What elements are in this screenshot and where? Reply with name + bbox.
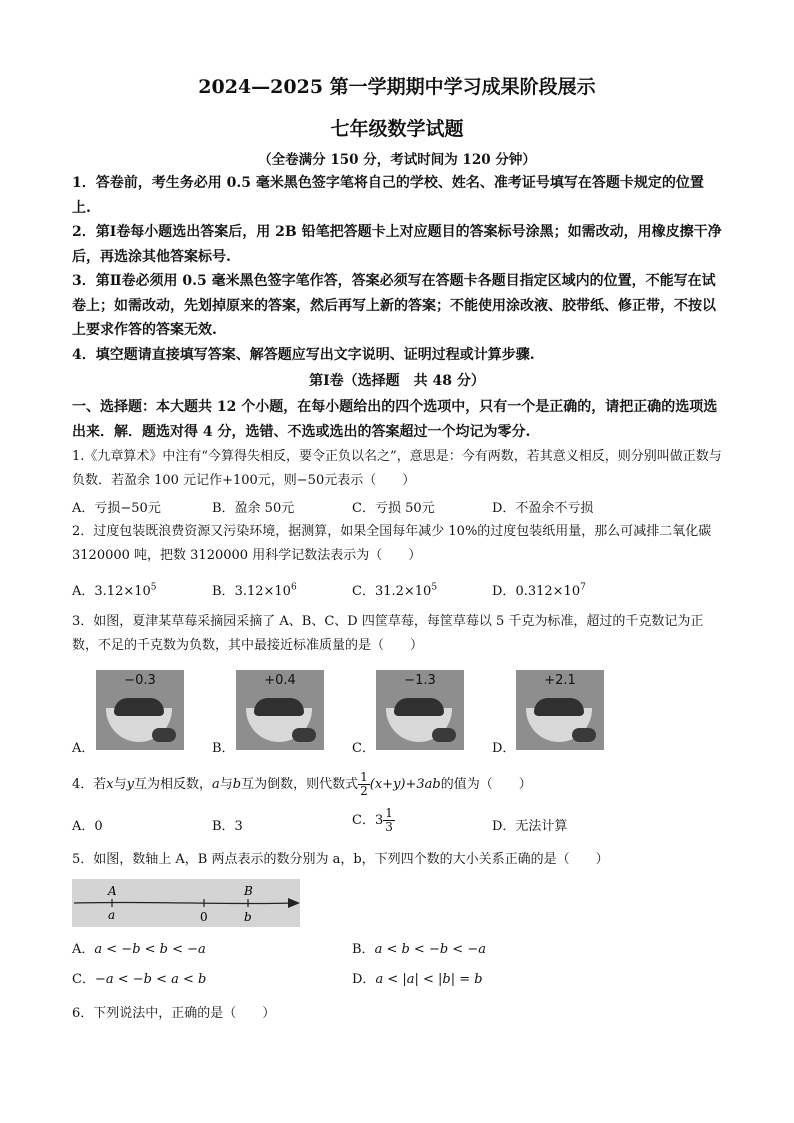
origin-label: 0	[200, 910, 208, 924]
option-d[interactable]: D．$0.312\times 10^7$	[492, 582, 586, 599]
option-d[interactable]: D．无法计算	[492, 819, 568, 834]
point-B-label: B	[244, 884, 253, 898]
option-d[interactable]: D．不盈余不亏损	[492, 501, 594, 516]
question-5-options-row2	[72, 968, 722, 990]
exam-title: 2024—2025 第一学期期中学习成果阶段展示	[198, 76, 596, 98]
option-a[interactable]: A．	[72, 741, 95, 756]
option-c[interactable]: C．$31.2\times 10^5$	[352, 582, 438, 599]
point-a-value: a	[108, 908, 116, 922]
question-1-options	[72, 497, 722, 519]
question-5: 5．如图，数轴上 A，B 两点表示的数分别为 a，b，下列四个数的大小关系正确的是（ ）	[72, 852, 609, 867]
weight-label: +0.4	[264, 673, 296, 688]
point-A-label: A	[108, 884, 117, 898]
instruction-2: 2．第Ⅰ卷每小题选出答案后，用 2B 铅笔把答题卡上对应题目的答案标号涂黑；如需改动，用橡皮擦干净后，再选涂其他答案标号.	[72, 224, 722, 265]
instruction-1: 1．答卷前，考生务必用 0.5 毫米黑色签字笔将自己的学校、姓名、准考证号填写在答题卡规定的位置上.	[72, 175, 704, 216]
option-b[interactable]: B．a < b < −b < −a	[352, 942, 486, 957]
question-4: 4．若x与y互为相反数，a与b互为倒数，则代数式 $\frac{1}{2}$ (x+y)+3ab的值为（ ）	[72, 770, 532, 798]
option-a[interactable]: A．a < −b < b < −a	[72, 942, 206, 957]
fraction: $\frac{1}{2}$	[360, 770, 368, 798]
option-b[interactable]: B．3	[212, 819, 243, 834]
option-d[interactable]: D．	[492, 741, 516, 756]
option-b[interactable]: B．	[212, 741, 235, 756]
number-line	[72, 879, 300, 927]
instruction-3: 3．第Ⅱ卷必须用 0.5 毫米黑色签字笔作答，答案必须写在答题卡各题目指定区域内的位置，不能写在试卷上；如需改动，先划掉原来的答案，然后再写上新的答案；不能使用涂改液、胶带纸、修正带，不按以上要求作答的答案无效.	[72, 273, 716, 338]
option-c[interactable]: C．−a < −b < a < b	[72, 972, 207, 987]
strawberry-basket-photo[interactable]	[236, 670, 324, 750]
number-line-figure	[72, 879, 300, 927]
option-c[interactable]: C．3 $\frac{1}{3}$	[352, 806, 393, 834]
option-a[interactable]: A．$3.12\times 10^5$	[72, 582, 157, 599]
question-6: 6．下列说法中，正确的是（ ）	[72, 1006, 276, 1021]
question-4-options	[72, 806, 722, 837]
option-b[interactable]: B．$3.12\times 10^6$	[212, 582, 297, 599]
option-d[interactable]: D．a < |a| < |b| = b	[352, 972, 483, 987]
weight-label: −1.3	[404, 673, 436, 688]
strawberry-basket-photo[interactable]	[96, 670, 184, 750]
option-c[interactable]: C．	[352, 741, 375, 756]
weight-label: −0.3	[124, 673, 156, 688]
strawberry-basket-photo[interactable]	[516, 670, 604, 750]
strawberry-basket-photo[interactable]	[376, 670, 464, 750]
question-2-options	[72, 580, 722, 602]
question-3: 3．如图，夏津某草莓采摘园采摘了 A、B、C、D 四筐草莓，每筐草莓以 5 千克为标准，超过的千克数记为正数，不足的千克数为负数，其中最接近标准质量的是（ ）	[72, 614, 704, 653]
weight-label: +2.1	[544, 673, 576, 688]
question-1: 1.《九章算术》中注有“今算得失相反，要令正负以名之”，意思是：今有两数，若其意义相反，则分别叫做正数与负数．若盈余 100 元记作+100元，则−50元表示（ ）	[72, 449, 722, 488]
question-5-options-row1	[72, 938, 722, 960]
question-2: 2．过度包装既浪费资源又污染环境，据测算，如果全国每年减少 10%的过度包装纸用量，那么可减排二氧化碳 3120000 吨，把数 3120000 用科学记数法表示为（ ）	[72, 524, 712, 563]
option-a[interactable]: A．0	[72, 819, 103, 834]
option-c[interactable]: C．亏损 50元	[352, 501, 435, 516]
exam-info: （全卷满分 150 分，考试时间为 120 分钟）	[258, 152, 536, 168]
point-b-value: b	[244, 910, 252, 924]
section-intro: 一、选择题：本大题共 12 个小题，在每小题给出的四个选项中，只有一个是正确的，请把正确的选项选出来．解．题选对得 4 分，选错、不选或选出的答案超过一个均记为零分.	[72, 399, 718, 440]
instruction-4: 4．填空题请直接填写答案、解答题应写出文字说明、证明过程或计算步骤.	[72, 346, 535, 363]
instructions	[72, 171, 722, 367]
option-a[interactable]: A．亏损−50元	[72, 501, 161, 516]
option-b[interactable]: B．盈余 50元	[212, 501, 295, 516]
exam-subtitle: 七年级数学试题	[330, 118, 464, 140]
section-title: 第Ⅰ卷（选择题 共 48 分）	[309, 373, 485, 389]
